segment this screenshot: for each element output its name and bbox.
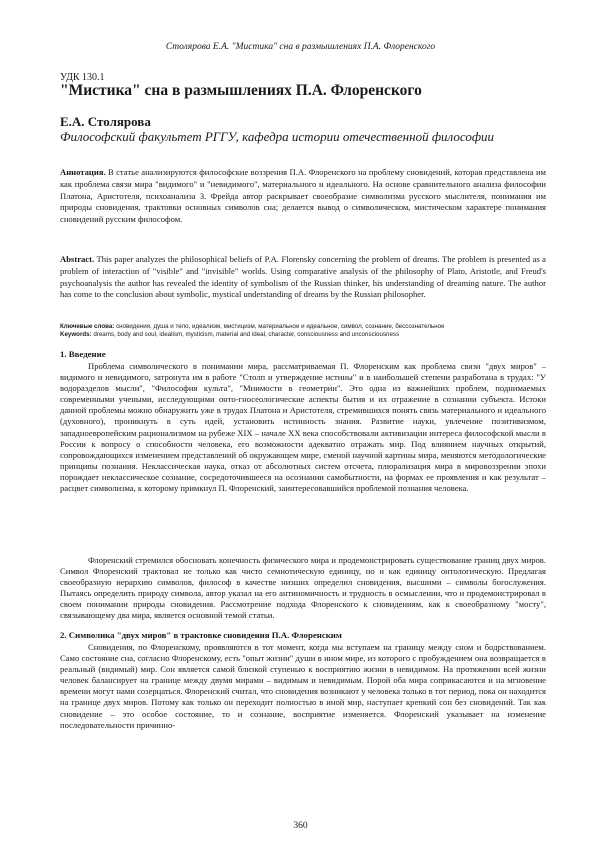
section-1-paragraph-2: Флоренский стремился обосновать конечность физического мира и продемонстрировать существование границ двух миров. Символ Флоренский трактовал не только как чисто семиотическую единицу, но и как единицу онтологическую. Предлагая своеобразную иерархию символов, философ в качестве низших определил сновидения, высшими – символы богослужения. Пытаясь определить природу символа, автор указал на его антиномичность и трудность в осмыслении, что и продемонстрировал в своем понимании природы сновидения. Рассмотрение подхода Флоренского к сновидениям, как к своеобразному "мосту", связывающему два мира, является основной темой статьи. [60,555,546,621]
annotation-ru [60,167,546,226]
keywords-ru-label: Ключевые слова: [60,323,115,330]
section-2-heading: 2. Символика "двух миров" в трактовке сновидения П.А. Флоренским [60,630,342,640]
keywords-en-text: dreams, body and soul, idealism, mysticism, material and ideal, character, consciousness and unconsciousness [91,331,400,338]
article-title: "Мистика" сна в размышлениях П.А. Флоренского [60,82,422,99]
running-header: Столярова Е.А. "Мистика" сна в размышлениях П.А. Флоренского [165,42,436,52]
annotation-label: Аннотация. [60,167,106,177]
abstract-en [60,254,546,301]
author-affiliation: Философский факультет РГГУ, кафедра истории отечественной философии [60,129,495,144]
udk-code: УДК 130.1 [60,72,105,83]
section-2-paragraph-1: Сновидения, по Флоренскому, проявляются в тот момент, когда мы вступаем на границу между сном и бодрствованием. Само состояние сна, согласно Флоренскому, есть "опыт жизни" души в ином мире, из которого с пробуждением она возвращается в реальный (видимый) мир. Сон является самой близкой ступенью к восприятию жизни в невидимом. На протяжении всей жизни человек балансирует на границе между двумя мирами – видимым и невидимым. Порой оба мира соприкасаются и на мгновение времени могут нами созерцаться. Флоренский считал, что сновидения возникают у человека только в тот период, пока он находится на границе двух миров. Потому как только он переходит полностью в иной мир, наступает крепкий сон без сновидений. Так как сновидение – это особое состояние, то и сознание, восприятие изменяется. Флоренский указывает на изменение последовательности причинно- [60,642,546,730]
keywords-ru-text: сновидения, душа и тело, идеализм, мистицизм, материальное и идеальное, символ, сознание, бессознательное [114,323,445,330]
author-name: Е.А. Столярова [60,114,151,129]
abstract-text: This paper analyzes the philosophical beliefs of P.A. Florensky concerning the problem of dreams. The problem is presented as a problem of interaction of "visible" and "invisible" worlds. Using comparative analysis of the philosophy of Plato, Aristotle, and Freud's psychoanalysis the author has revealed the identity of symbolism of the Russian thinker, his understanding of dreaming nature. The author has come to the conclusion about symbolic, mystical understanding of dreams by the Russian philosopher. [60,254,546,300]
keywords-en-label: Keywords: [60,331,92,338]
abstract-label: Abstract. [60,254,95,264]
section-1-heading: 1. Введение [60,349,106,359]
section-1-paragraph-1: Проблема символического в понимании мира, рассматриваемая П. Флоренским как проблема связи "двух миров" – видимого и невидимого, затронута им в работе "Столп и утверждение истины" и в наибольшей степени разработана в трудах: "У водоразделов мысли", "Философия культа", "Мнимости в геометрии". Это одна из важнейших проблем, поднимаемых современными учеными, исследующими онто-гносеологические аспекты бытия и их отражение в сознании субъекта. Истоки данной проблемы можно обнаружить уже в трудах Платона и Аристотеля, стремившихся понять связь материального и идеального (духовного), проникнуть в суть идей, установить истинность знания. Развитие науки, увлечение позитивизмом, западноевропейским рационализмом на рубеже XIX – начале XX века способствовали активизации интереса философской мысли в России к вопросу о способности человека, его возможности адекватно отражать мир. Под влиянием научных открытий, сопровождающихся изменением представлений об окружающем мире, сменой научной картины мира, меняются методологические принципы познания. Неклассическая наука, отказ от абсолютных систем отсчета, плюрализация мира в мировоззрении эпохи порождает неклассическое сознание, сосредоточившееся на осознании самобытности, на формах ее проявления и как результат – расцвет символизма, к которому примкнул П. Флоренский, заинтересовавшийся проблемой познания человека. [60,361,546,494]
page-number: 360 [293,821,308,831]
keywords-en [60,331,546,340]
annotation-text: В статье анализируются философские воззрения П.А. Флоренского на проблему сновидений, которая представлена им как проблема связи мира "видимого" и "невидимого", материального и идеального. На основе сравнительного анализа философии Платона, Аристотеля, психоанализа З. Фрейда автор раскрывает своеобразие символизма русского мыслителя, понимания им природы сновидения, трактовки основных символов сна; делается вывод о символическом, мистическом характере понимания сновидений русским философом. [60,167,546,225]
